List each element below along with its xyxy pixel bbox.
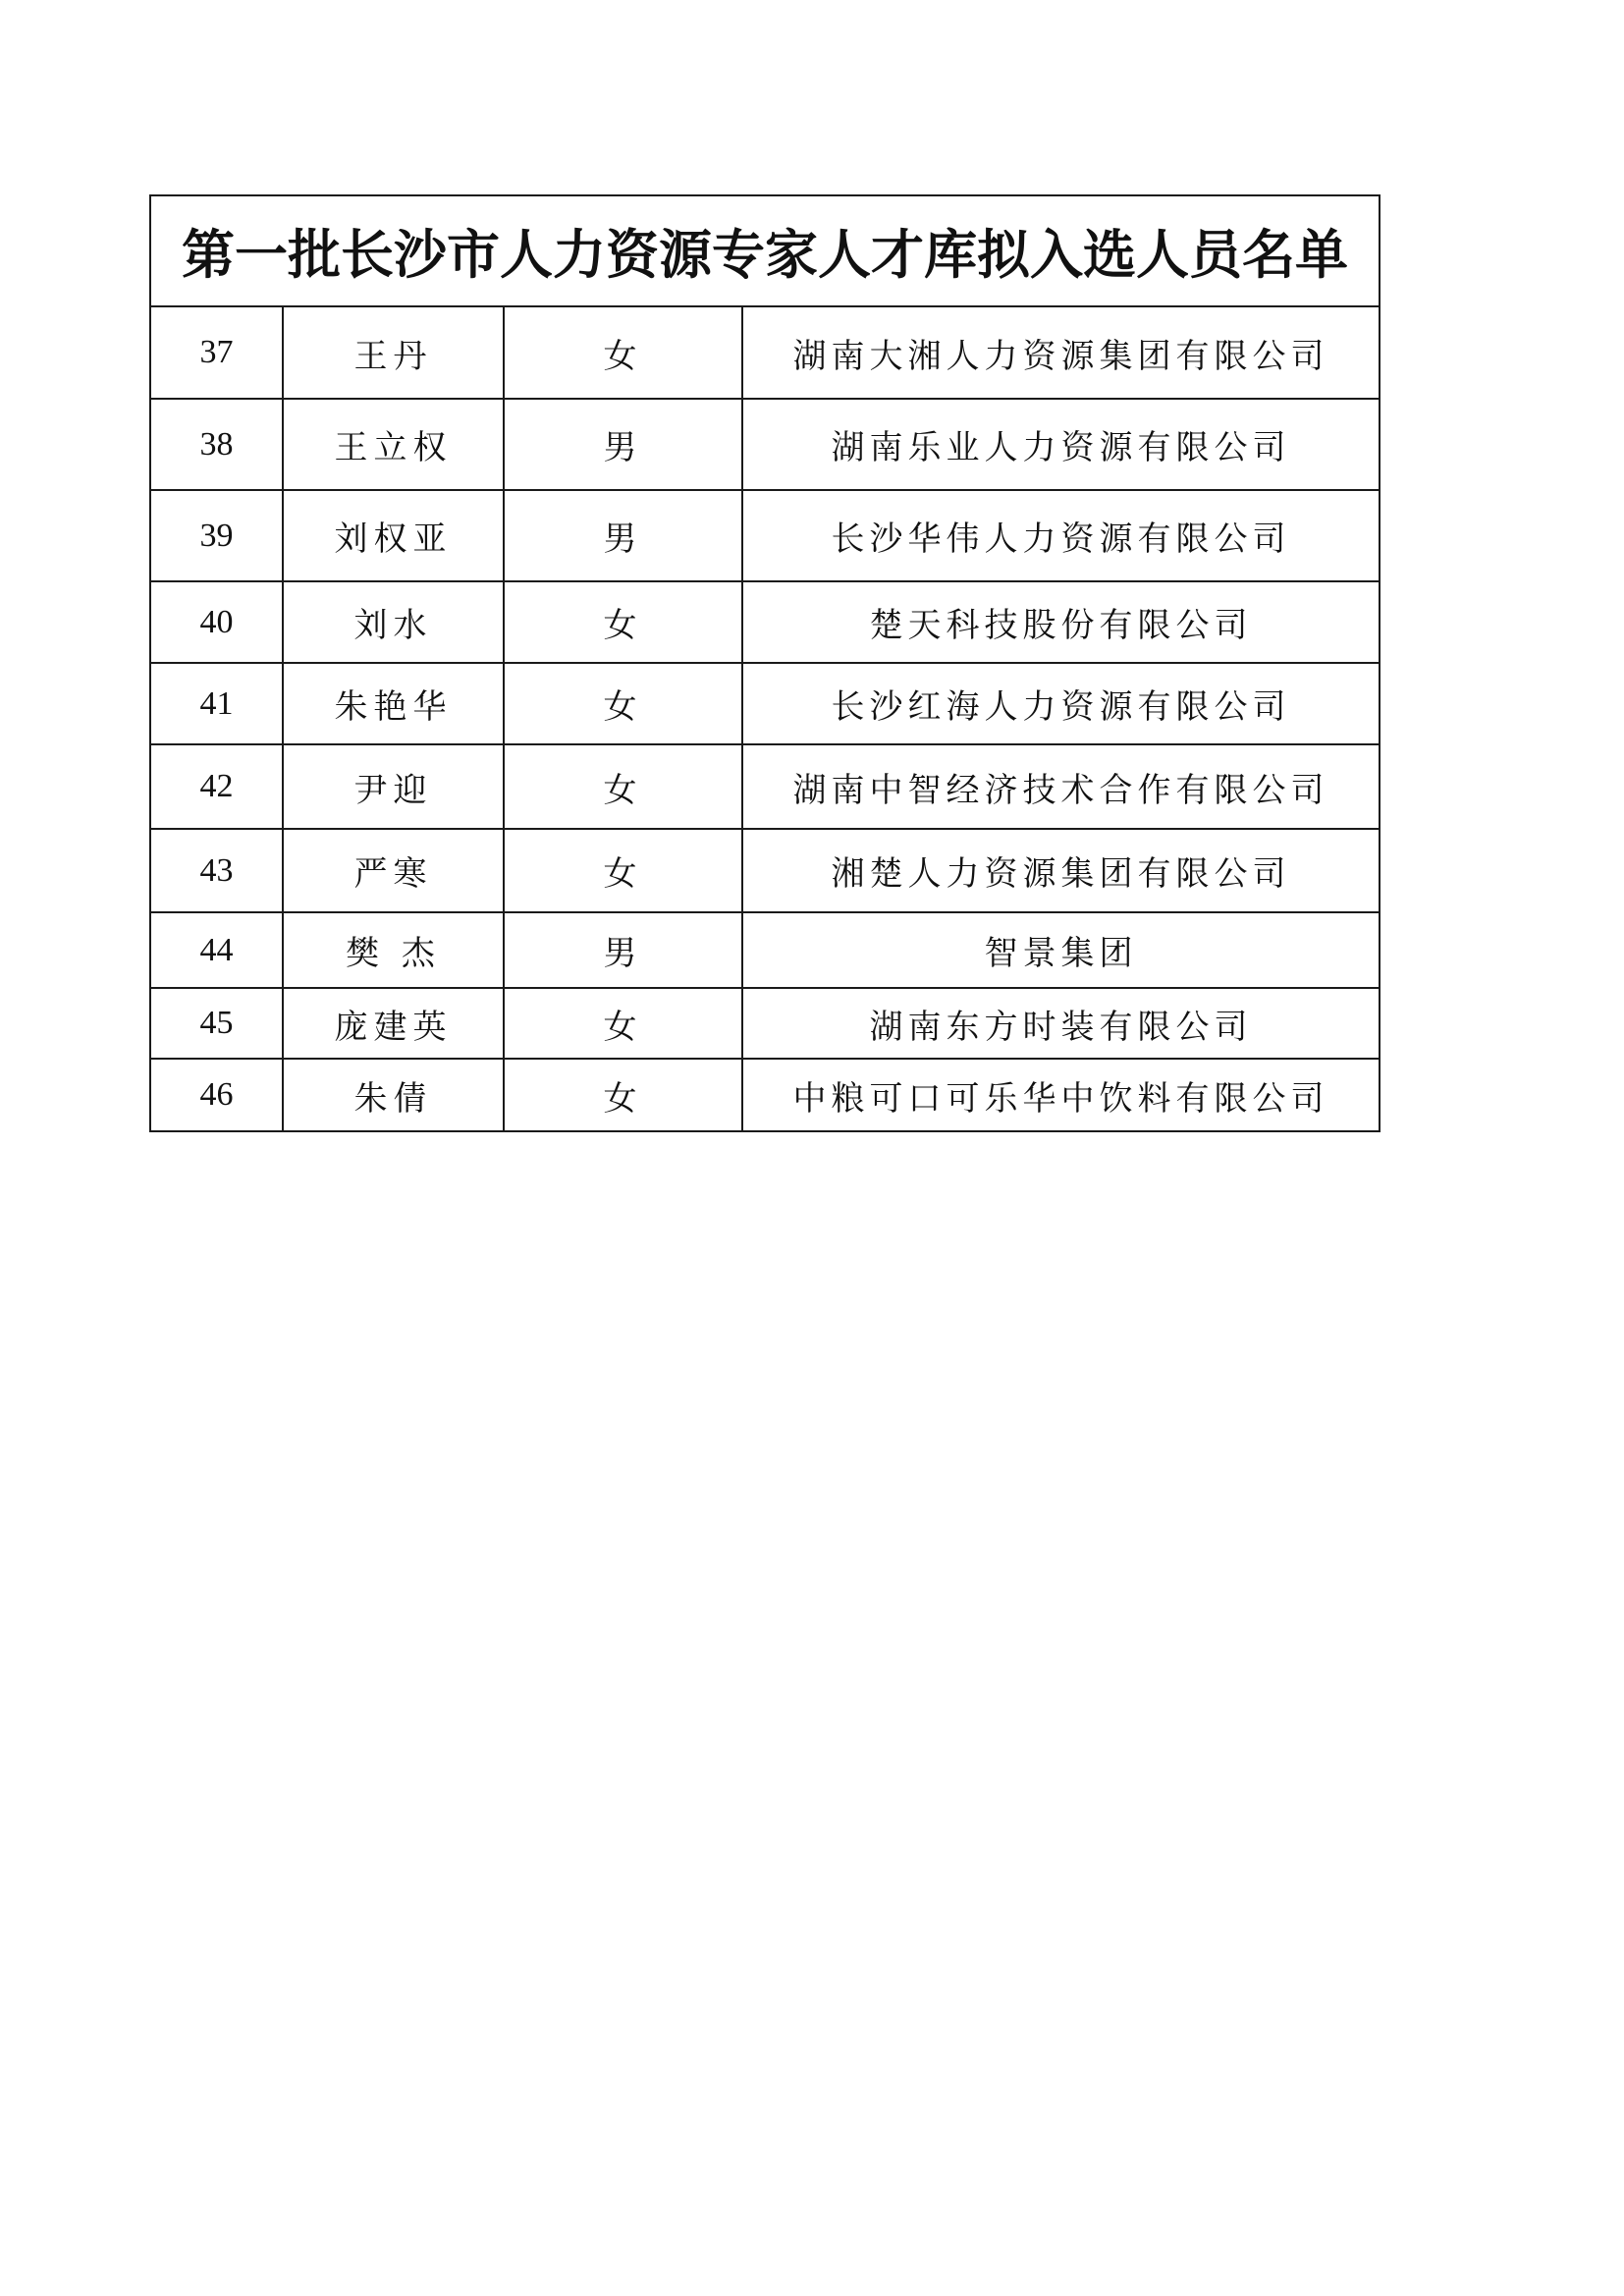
gender-cell: 男 bbox=[504, 399, 742, 490]
gender-cell: 女 bbox=[504, 829, 742, 912]
table-row bbox=[150, 399, 1380, 490]
organization-cell: 长沙红海人力资源有限公司 bbox=[742, 663, 1380, 744]
name-cell: 庞建英 bbox=[283, 988, 504, 1059]
gender-cell: 女 bbox=[504, 581, 742, 663]
serial-number-cell: 42 bbox=[150, 744, 283, 829]
serial-number-cell: 45 bbox=[150, 988, 283, 1059]
table-row bbox=[150, 744, 1380, 829]
name-cell: 刘水 bbox=[283, 581, 504, 663]
name-cell: 王立权 bbox=[283, 399, 504, 490]
name-cell: 朱倩 bbox=[283, 1059, 504, 1131]
gender-cell: 女 bbox=[504, 306, 742, 399]
serial-number-cell: 43 bbox=[150, 829, 283, 912]
name-cell: 朱艳华 bbox=[283, 663, 504, 744]
document-title: 第一批长沙市人力资源专家人才库拟入选人员名单 bbox=[150, 195, 1380, 306]
organization-cell: 湖南中智经济技术合作有限公司 bbox=[742, 744, 1380, 829]
organization-cell: 湖南乐业人力资源有限公司 bbox=[742, 399, 1380, 490]
serial-number-cell: 46 bbox=[150, 1059, 283, 1131]
table-row bbox=[150, 829, 1380, 912]
table-row bbox=[150, 663, 1380, 744]
serial-number-cell: 37 bbox=[150, 306, 283, 399]
gender-cell: 女 bbox=[504, 1059, 742, 1131]
name-cell: 严寒 bbox=[283, 829, 504, 912]
serial-number-cell: 41 bbox=[150, 663, 283, 744]
name-cell: 樊 杰 bbox=[283, 912, 504, 988]
candidate-list-table bbox=[149, 194, 1380, 1132]
organization-cell: 中粮可口可乐华中饮料有限公司 bbox=[742, 1059, 1380, 1131]
organization-cell: 湘楚人力资源集团有限公司 bbox=[742, 829, 1380, 912]
serial-number-cell: 39 bbox=[150, 490, 283, 581]
table-row bbox=[150, 1059, 1380, 1131]
serial-number-cell: 40 bbox=[150, 581, 283, 663]
table-row bbox=[150, 988, 1380, 1059]
name-cell: 刘权亚 bbox=[283, 490, 504, 581]
organization-cell: 楚天科技股份有限公司 bbox=[742, 581, 1380, 663]
organization-cell: 长沙华伟人力资源有限公司 bbox=[742, 490, 1380, 581]
table-row bbox=[150, 306, 1380, 399]
title-row bbox=[150, 195, 1380, 306]
gender-cell: 女 bbox=[504, 744, 742, 829]
table-row bbox=[150, 912, 1380, 988]
table-row bbox=[150, 581, 1380, 663]
serial-number-cell: 38 bbox=[150, 399, 283, 490]
name-cell: 尹迎 bbox=[283, 744, 504, 829]
gender-cell: 女 bbox=[504, 663, 742, 744]
gender-cell: 女 bbox=[504, 988, 742, 1059]
gender-cell: 男 bbox=[504, 912, 742, 988]
name-cell: 王丹 bbox=[283, 306, 504, 399]
serial-number-cell: 44 bbox=[150, 912, 283, 988]
table-row bbox=[150, 490, 1380, 581]
organization-cell: 湖南大湘人力资源集团有限公司 bbox=[742, 306, 1380, 399]
organization-cell: 湖南东方时装有限公司 bbox=[742, 988, 1380, 1059]
gender-cell: 男 bbox=[504, 490, 742, 581]
organization-cell: 智景集团 bbox=[742, 912, 1380, 988]
